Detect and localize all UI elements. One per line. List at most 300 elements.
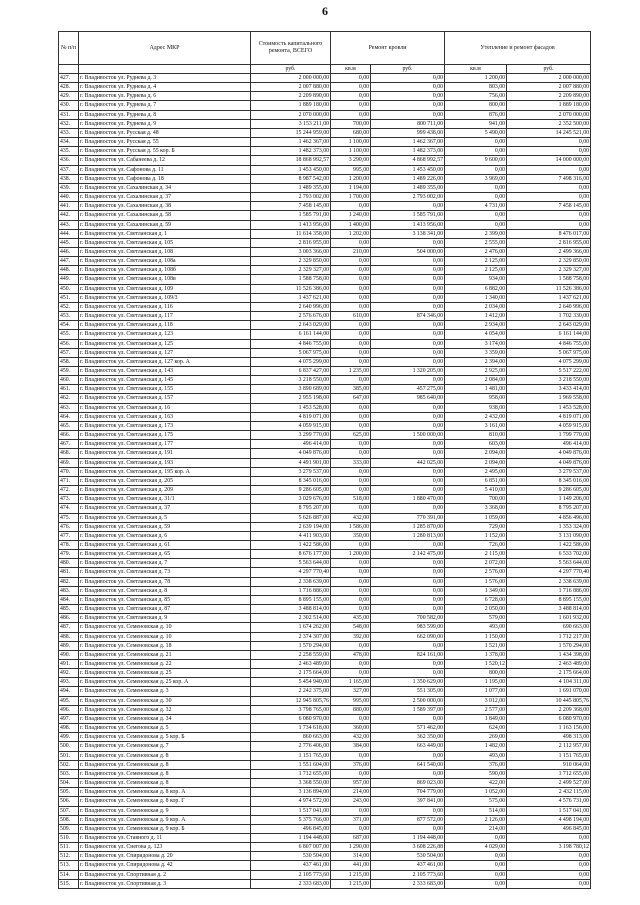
table-row — [59, 540, 591, 549]
cell-row-number: 430. — [59, 101, 79, 110]
table-row — [59, 824, 591, 833]
cell-total-cost: 2 776 406,00 — [251, 742, 331, 751]
cell-facade-cost: 7 498 316,00 — [507, 174, 591, 183]
cell-roof-cost: 0,00 — [371, 714, 445, 723]
cell-total-cost: 2 000 000,00 — [251, 74, 331, 83]
cell-facade-area: 0,00 — [445, 833, 507, 842]
header-unit-blank — [79, 65, 251, 74]
cell-facade-cost: 3 279 537,00 — [507, 467, 591, 476]
cell-total-cost: 2 175 664,00 — [251, 669, 331, 678]
cell-roof-cost: 1 350 629,00 — [371, 678, 445, 687]
cell-row-number: 459. — [59, 367, 79, 376]
cell-total-cost: 2 793 002,00 — [251, 193, 331, 202]
cell-facade-area: 0,00 — [445, 879, 507, 888]
cell-roof-area: 880,00 — [331, 705, 371, 714]
table-row — [59, 394, 591, 403]
cell-total-cost: 6 807 007,00 — [251, 843, 331, 852]
cell-facade-area: 1 576,00 — [445, 577, 507, 586]
cell-roof-area: 0,00 — [331, 302, 371, 311]
cell-facade-cost: 1 601 932,00 — [507, 614, 591, 623]
cell-total-cost: 1 462 367,00 — [251, 138, 331, 147]
header-total-cost: Стоимость капитального ремонта, ВСЕГО — [251, 32, 331, 65]
cell-address: г. Владивосток ул. Светланская д. 65 — [79, 550, 251, 559]
cell-roof-area: 1 400,00 — [331, 220, 371, 229]
cell-facade-cost: 1 517 041,00 — [507, 806, 591, 815]
cell-roof-area: 1 235,00 — [331, 367, 371, 376]
table-row — [59, 119, 591, 128]
cell-facade-area: 1 200,00 — [445, 74, 507, 83]
cell-total-cost: 1 674 262,00 — [251, 623, 331, 632]
cell-facade-cost: 0,00 — [507, 165, 591, 174]
cell-roof-cost: 0,00 — [371, 238, 445, 247]
cell-row-number: 445. — [59, 238, 79, 247]
cell-total-cost: 1 716 886,00 — [251, 586, 331, 595]
cell-roof-cost: 0,00 — [371, 293, 445, 302]
table-row — [59, 815, 591, 824]
cell-roof-area: 0,00 — [331, 669, 371, 678]
cell-address: г. Владивосток ул. Семеновская д. 25 — [79, 669, 251, 678]
cell-total-cost: 11 614 358,00 — [251, 229, 331, 238]
cell-roof-cost: 0,00 — [371, 421, 445, 430]
cell-total-cost: 3 218 550,00 — [251, 376, 331, 385]
table-row — [59, 421, 591, 430]
cell-total-cost: 1 453 528,00 — [251, 403, 331, 412]
cell-roof-area: 0,00 — [331, 275, 371, 284]
table-row — [59, 257, 591, 266]
cell-facade-area: 800,00 — [445, 101, 507, 110]
cell-facade-cost: 1 570 294,00 — [507, 641, 591, 650]
cell-roof-cost: 0,00 — [371, 83, 445, 92]
cell-facade-cost: 1 163 156,00 — [507, 724, 591, 733]
cell-facade-area: 729,00 — [445, 522, 507, 531]
cell-roof-cost: 0,00 — [371, 586, 445, 595]
cell-address: г. Владивосток ул. Русская д. 48 — [79, 128, 251, 137]
cell-total-cost: 4 411 903,00 — [251, 531, 331, 540]
cell-facade-area: 624,00 — [445, 724, 507, 733]
table-row — [59, 357, 591, 366]
cell-facade-cost: 4 049 876,00 — [507, 449, 591, 458]
cell-roof-area: 625,00 — [331, 431, 371, 440]
table-row — [59, 193, 591, 202]
cell-facade-area: 803,00 — [445, 83, 507, 92]
cell-address: г. Владивосток ул. Семеновская д. 9 кор. А — [79, 815, 251, 824]
cell-facade-area: 0,00 — [445, 211, 507, 220]
cell-row-number: 488. — [59, 632, 79, 641]
cell-facade-area: 3 012,00 — [445, 696, 507, 705]
cell-row-number: 446. — [59, 247, 79, 256]
cell-facade-cost: 0,00 — [507, 147, 591, 156]
cell-facade-cost: 3 218 550,00 — [507, 376, 591, 385]
header-unit-blank — [59, 65, 79, 74]
cell-facade-area: 800,00 — [445, 669, 507, 678]
cell-row-number: 457. — [59, 348, 79, 357]
table-row — [59, 577, 591, 586]
cell-roof-cost: 0,00 — [371, 806, 445, 815]
cell-roof-area: 478,00 — [331, 650, 371, 659]
header-unit-roof-rub: руб. — [371, 65, 445, 74]
cell-roof-cost: 0,00 — [371, 302, 445, 311]
cell-total-cost: 1 517 041,00 — [251, 806, 331, 815]
cell-total-cost: 1 570 294,00 — [251, 641, 331, 650]
cell-facade-area: 1 482,00 — [445, 742, 507, 751]
table-row — [59, 138, 591, 147]
cell-total-cost: 1 588 758,00 — [251, 275, 331, 284]
cell-facade-area: 0,00 — [445, 220, 507, 229]
cell-total-cost: 6 837 427,00 — [251, 367, 331, 376]
cell-facade-area: 5 410,00 — [445, 486, 507, 495]
cell-facade-area: 2 034,00 — [445, 302, 507, 311]
cell-total-cost: 2 302 514,00 — [251, 614, 331, 623]
cell-facade-cost: 14 245 521,00 — [507, 128, 591, 137]
cell-facade-area: 1 481,00 — [445, 385, 507, 394]
cell-roof-area: 371,00 — [331, 815, 371, 824]
cell-row-number: 472. — [59, 486, 79, 495]
cell-total-cost: 4 974 572,00 — [251, 797, 331, 806]
table-row — [59, 467, 591, 476]
cell-facade-cost: 4 498 194,00 — [507, 815, 591, 824]
cell-facade-area: 1 520,12 — [445, 660, 507, 669]
cell-address: г. Владивосток ул. Светланская д. 109 — [79, 284, 251, 293]
cell-address: г. Владивосток ул. Семеновская д. 18 — [79, 641, 251, 650]
cell-facade-cost: 1 453 528,00 — [507, 403, 591, 412]
cell-facade-area: 0,00 — [445, 852, 507, 861]
cell-address: г. Владивосток ул. Светланская д. 195 кор. А — [79, 467, 251, 476]
cell-facade-cost: 1 437 621,00 — [507, 293, 591, 302]
cell-facade-area: 810,00 — [445, 431, 507, 440]
cell-facade-area: 2 084,00 — [445, 376, 507, 385]
cell-facade-area: 2 094,00 — [445, 449, 507, 458]
cell-address: г. Владивосток ул. Спортивная д. 3 — [79, 879, 251, 888]
cell-row-number: 490. — [59, 650, 79, 659]
cell-address: г. Владивосток ул. Светланская д. 109/3 — [79, 293, 251, 302]
cell-facade-cost: 2 463 489,00 — [507, 660, 591, 669]
cell-row-number: 496. — [59, 705, 79, 714]
table-row — [59, 632, 591, 641]
cell-roof-area: 0,00 — [331, 92, 371, 101]
cell-roof-area: 1 700,00 — [331, 193, 371, 202]
table-row — [59, 367, 591, 376]
cell-roof-cost: 0,00 — [371, 540, 445, 549]
cell-address: г. Владивосток ул. Сахалинская д. 34 — [79, 183, 251, 192]
cell-roof-area: 0,00 — [331, 467, 371, 476]
cell-total-cost: 5 454 940,00 — [251, 678, 331, 687]
table-row — [59, 165, 591, 174]
cell-address: г. Владивосток ул. Светланская д. 157 — [79, 394, 251, 403]
table-row — [59, 724, 591, 733]
cell-roof-area: 0,00 — [331, 595, 371, 604]
table-row — [59, 852, 591, 861]
cell-total-cost: 1 712 655,00 — [251, 769, 331, 778]
cell-roof-area: 1 290,00 — [331, 843, 371, 852]
cell-address: г. Владивосток ул. Семеновская д. 30 — [79, 696, 251, 705]
cell-row-number: 463. — [59, 403, 79, 412]
cell-total-cost: 4 491 901,00 — [251, 458, 331, 467]
cell-facade-cost: 1 799 770,00 — [507, 431, 591, 440]
cell-facade-cost: 5 563 644,00 — [507, 559, 591, 568]
cell-row-number: 461. — [59, 385, 79, 394]
cell-row-number: 458. — [59, 357, 79, 366]
table-row — [59, 550, 591, 559]
cell-row-number: 469. — [59, 458, 79, 467]
cell-roof-cost: 0,00 — [371, 568, 445, 577]
cell-roof-area: 360,00 — [331, 724, 371, 733]
cell-roof-area: 314,00 — [331, 852, 371, 861]
cell-address: г. Владивосток ул. Светланская д. 205 — [79, 476, 251, 485]
cell-total-cost: 1 585 791,00 — [251, 211, 331, 220]
cell-facade-cost: 11 526 386,00 — [507, 284, 591, 293]
cell-roof-area: 0,00 — [331, 559, 371, 568]
cell-total-cost: 5 626 887,00 — [251, 513, 331, 522]
cell-facade-cost: 2 329 327,00 — [507, 266, 591, 275]
cell-facade-cost: 2 070 000,00 — [507, 110, 591, 119]
cell-facade-area: 876,00 — [445, 110, 507, 119]
cell-roof-cost: 0,00 — [371, 357, 445, 366]
cell-total-cost: 1 453 450,00 — [251, 165, 331, 174]
cell-total-cost: 2 329 850,00 — [251, 257, 331, 266]
cell-facade-area: 579,00 — [445, 614, 507, 623]
table-row — [59, 705, 591, 714]
cell-address: г. Владивосток ул. Светланская д. 127 кор. А — [79, 357, 251, 366]
cell-row-number: 515. — [59, 879, 79, 888]
cell-address: г. Владивосток ул. Светланская д. 73 — [79, 568, 251, 577]
cell-facade-area: 1 412,00 — [445, 312, 507, 321]
cell-roof-cost: 551 305,00 — [371, 687, 445, 696]
cell-roof-cost: 457 275,00 — [371, 385, 445, 394]
cell-total-cost: 2 007 880,00 — [251, 83, 331, 92]
cell-row-number: 470. — [59, 467, 79, 476]
cell-facade-area: 2 125,00 — [445, 266, 507, 275]
cell-address: г. Владивосток ул. Семеновская д. 21 — [79, 650, 251, 659]
cell-facade-cost: 4 576 731,00 — [507, 797, 591, 806]
cell-roof-area: 0,00 — [331, 568, 371, 577]
table-row — [59, 449, 591, 458]
cell-row-number: 466. — [59, 431, 79, 440]
cell-facade-area: 1 349,00 — [445, 586, 507, 595]
cell-roof-cost: 1 462 367,00 — [371, 138, 445, 147]
cell-row-number: 480. — [59, 559, 79, 568]
cell-facade-cost: 2 352 500,00 — [507, 119, 591, 128]
cell-roof-cost: 869 023,00 — [371, 779, 445, 788]
cell-row-number: 467. — [59, 440, 79, 449]
cell-roof-area: 0,00 — [331, 540, 371, 549]
cell-roof-cost: 983 599,00 — [371, 623, 445, 632]
cell-roof-cost: 1 482 373,00 — [371, 147, 445, 156]
cell-row-number: 447. — [59, 257, 79, 266]
cell-address: г. Владивосток ул. Семеновская д. 32 — [79, 705, 251, 714]
table-row — [59, 312, 591, 321]
cell-address: г. Владивосток ул. Семеновская д. 9 кор. Б — [79, 824, 251, 833]
cell-total-cost: 8 895 155,00 — [251, 595, 331, 604]
cell-roof-cost: 2 500 000,00 — [371, 696, 445, 705]
cell-row-number: 443. — [59, 220, 79, 229]
cell-row-number: 501. — [59, 751, 79, 760]
cell-address: г. Владивосток ул. Сафонова д. 18 — [79, 174, 251, 183]
cell-facade-area: 2 125,00 — [445, 257, 507, 266]
cell-row-number: 489. — [59, 641, 79, 650]
cell-roof-cost: 1 880 470,00 — [371, 495, 445, 504]
cell-roof-cost: 1 194 448,00 — [371, 833, 445, 842]
cell-roof-cost: 442 025,00 — [371, 458, 445, 467]
cell-roof-area: 610,00 — [331, 312, 371, 321]
table-row — [59, 678, 591, 687]
cell-roof-area: 995,00 — [331, 696, 371, 705]
cell-address: г. Владивосток ул. Светланская д. 116 — [79, 302, 251, 311]
cell-total-cost: 530 504,00 — [251, 852, 331, 861]
cell-roof-area: 0,00 — [331, 751, 371, 760]
cell-roof-cost: 985 640,00 — [371, 394, 445, 403]
cell-total-cost: 6 161 144,00 — [251, 330, 331, 339]
cell-address: г. Владивосток ул. Сахалинская д. 58 — [79, 211, 251, 220]
cell-row-number: 481. — [59, 568, 79, 577]
cell-roof-cost: 1 500 000,00 — [371, 431, 445, 440]
cell-facade-area: 1 150,00 — [445, 632, 507, 641]
cell-roof-cost: 0,00 — [371, 92, 445, 101]
cell-roof-cost: 530 504,00 — [371, 852, 445, 861]
table-row — [59, 669, 591, 678]
cell-total-cost: 2 463 489,00 — [251, 660, 331, 669]
cell-row-number: 513. — [59, 861, 79, 870]
cell-total-cost: 3 299 770,00 — [251, 431, 331, 440]
table-row — [59, 687, 591, 696]
cell-facade-area: 2 495,00 — [445, 467, 507, 476]
table-row — [59, 879, 591, 888]
cell-total-cost: 2 242 375,00 — [251, 687, 331, 696]
cell-facade-cost: 14 000 000,00 — [507, 156, 591, 165]
cell-total-cost: 18 868 992,57 — [251, 156, 331, 165]
cell-roof-cost: 3 138 341,00 — [371, 229, 445, 238]
cell-total-cost: 4 075 299,00 — [251, 357, 331, 366]
table-row — [59, 330, 591, 339]
cell-roof-area: 548,00 — [331, 623, 371, 632]
cell-roof-cost: 0,00 — [371, 824, 445, 833]
cell-total-cost: 3 798 765,00 — [251, 705, 331, 714]
cell-facade-cost: 3 488 814,00 — [507, 605, 591, 614]
cell-facade-area: 2 476,00 — [445, 247, 507, 256]
cell-total-cost: 5 375 766,00 — [251, 815, 331, 824]
cell-facade-area: 1 195,00 — [445, 678, 507, 687]
table-row — [59, 183, 591, 192]
cell-roof-area: 0,00 — [331, 440, 371, 449]
cell-facade-area: 6 728,00 — [445, 595, 507, 604]
cell-roof-area: 0,00 — [331, 339, 371, 348]
cell-row-number: 473. — [59, 495, 79, 504]
header-unit-total-rub: руб. — [251, 65, 331, 74]
table-row — [59, 751, 591, 760]
cell-roof-cost: 0,00 — [371, 660, 445, 669]
cell-roof-area: 0,00 — [331, 266, 371, 275]
cell-facade-cost: 2 499 527,00 — [507, 779, 591, 788]
cell-row-number: 511. — [59, 843, 79, 852]
cell-roof-area: 1 202,00 — [331, 229, 371, 238]
cell-row-number: 440. — [59, 193, 79, 202]
cell-facade-cost: 4 856 496,00 — [507, 513, 591, 522]
cell-facade-area: 0,00 — [445, 861, 507, 870]
cell-facade-cost: 1 889 180,00 — [507, 101, 591, 110]
cell-roof-area: 1 240,00 — [331, 211, 371, 220]
table-row — [59, 211, 591, 220]
table-row — [59, 486, 591, 495]
cell-address: г. Владивосток ул. Семеновская д. 3 — [79, 687, 251, 696]
cell-facade-area: 6 851,00 — [445, 476, 507, 485]
header-facade-repair: Утепление и ремонт фасадов — [445, 32, 591, 65]
cell-facade-cost: 4 297 770,40 — [507, 568, 591, 577]
cell-roof-area: 0,00 — [331, 660, 371, 669]
table-row — [59, 605, 591, 614]
cell-address: г. Владивосток ул. Светланская д. 7 — [79, 559, 251, 568]
cell-roof-cost: 0,00 — [371, 751, 445, 760]
cell-row-number: 449. — [59, 275, 79, 284]
cell-roof-cost: 770 391,00 — [371, 513, 445, 522]
cell-total-cost: 1 437 621,00 — [251, 293, 331, 302]
cell-row-number: 448. — [59, 266, 79, 275]
cell-roof-area: 0,00 — [331, 412, 371, 421]
cell-row-number: 497. — [59, 714, 79, 723]
cell-roof-cost: 504 000,00 — [371, 247, 445, 256]
cell-row-number: 460. — [59, 376, 79, 385]
cell-total-cost: 496 414,00 — [251, 440, 331, 449]
table-row — [59, 742, 591, 751]
cell-facade-cost: 2 209 368,00 — [507, 705, 591, 714]
cell-facade-area: 756,00 — [445, 92, 507, 101]
header-unit-roof-m2: кв.м — [331, 65, 371, 74]
cell-facade-area: 2 555,00 — [445, 238, 507, 247]
cell-roof-area: 0,00 — [331, 376, 371, 385]
cell-address: г. Владивосток ул. Семеновская д. 7 — [79, 742, 251, 751]
cell-facade-cost: 4 819 071,00 — [507, 412, 591, 421]
cell-facade-cost: 0,00 — [507, 870, 591, 879]
cell-total-cost: 7 458 145,00 — [251, 202, 331, 211]
cell-total-cost: 4 049 876,00 — [251, 449, 331, 458]
cell-total-cost: 9 286 605,00 — [251, 486, 331, 495]
cell-address: г. Владивосток ул. Светланская д. 78 — [79, 577, 251, 586]
cell-facade-area: 2 576,00 — [445, 568, 507, 577]
cell-row-number: 504. — [59, 779, 79, 788]
cell-roof-area: 0,00 — [331, 449, 371, 458]
cell-facade-cost: 2 209 890,00 — [507, 92, 591, 101]
cell-address: г. Владивосток ул. Семеновская д. 8 — [79, 751, 251, 760]
cell-roof-cost: 0,00 — [371, 74, 445, 83]
cell-address: г. Владивосток ул. Руднева д. 3 — [79, 74, 251, 83]
cell-address: г. Владивосток ул. Светланская д. 105 — [79, 238, 251, 247]
cell-roof-area: 647,00 — [331, 394, 371, 403]
cell-roof-cost: 0,00 — [371, 412, 445, 421]
cell-roof-area: 350,00 — [331, 531, 371, 540]
cell-address: г. Владивосток ул. Русская д. 55 — [79, 138, 251, 147]
cell-facade-cost: 1 353 324,00 — [507, 522, 591, 531]
cell-roof-cost: 0,00 — [371, 110, 445, 119]
cell-total-cost: 12 945 805,76 — [251, 696, 331, 705]
cell-facade-area: 0,00 — [445, 193, 507, 202]
cell-roof-area: 432,00 — [331, 733, 371, 742]
table-row — [59, 266, 591, 275]
cell-roof-area: 687,00 — [331, 833, 371, 842]
table-row — [59, 504, 591, 513]
cell-row-number: 486. — [59, 614, 79, 623]
cell-row-number: 451. — [59, 293, 79, 302]
header-unit-facade-rub: руб. — [507, 65, 591, 74]
cell-facade-cost: 1 712 655,00 — [507, 769, 591, 778]
table-row — [59, 495, 591, 504]
cell-facade-cost: 2 338 639,00 — [507, 577, 591, 586]
cell-facade-area: 1 521,00 — [445, 641, 507, 650]
cell-row-number: 514. — [59, 870, 79, 879]
cell-address: г. Владивосток ул. Светланская д. 85 — [79, 595, 251, 604]
cell-total-cost: 1 482 373,00 — [251, 147, 331, 156]
cell-row-number: 468. — [59, 449, 79, 458]
cell-total-cost: 4 059 915,00 — [251, 421, 331, 430]
cell-roof-cost: 0,00 — [371, 504, 445, 513]
table-row — [59, 321, 591, 330]
